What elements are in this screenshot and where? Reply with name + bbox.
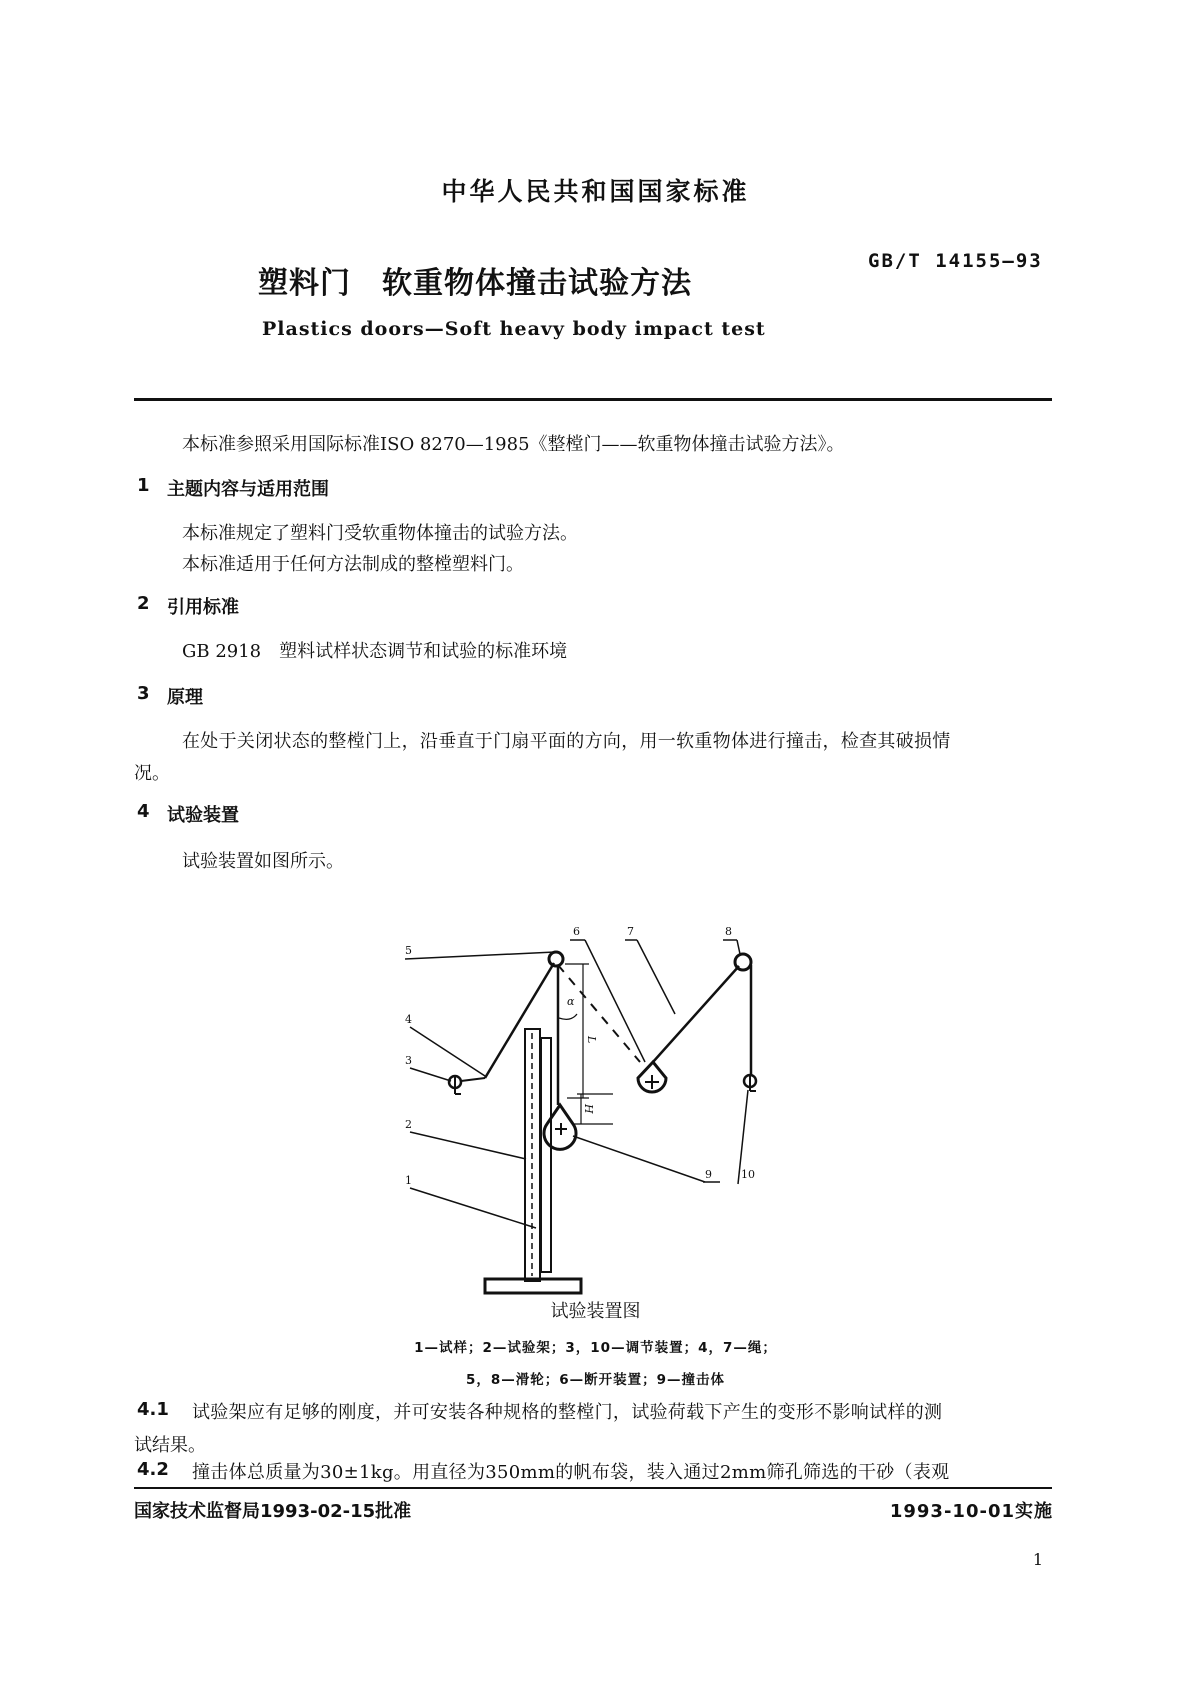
figure-caption: 试验装置图 [550, 1301, 641, 1322]
pulley-right [735, 954, 751, 970]
label-9: 9 [705, 1168, 712, 1181]
standard-country-heading: 中华人民共和国国家标准 [441, 177, 750, 206]
clause-4-2-line-1: 撞击体总质量为30±1kg。用直径为350mm的帆布袋，装入通过2mm筛孔筛选的干砂（表观 [192, 1462, 950, 1483]
section-3-title: 原理 [167, 687, 203, 708]
label-3: 3 [405, 1054, 412, 1067]
header-divider [134, 398, 1052, 401]
alpha-arc [559, 1014, 577, 1019]
label-6: 6 [573, 925, 580, 938]
approval-date: 国家技术监督局1993-02-15批准 [134, 1501, 412, 1522]
label-4: 4 [405, 1013, 412, 1026]
specimen-door [541, 1038, 551, 1272]
section-2-title: 引用标准 [167, 597, 239, 618]
label-8: 8 [725, 925, 732, 938]
label-L: L [585, 1036, 598, 1044]
intro-paragraph: 本标准参照采用国际标准ISO 8270—1985《整樘门——软重物体撞击试验方法》。 [182, 434, 845, 455]
section-1-title: 主题内容与适用范围 [167, 479, 329, 500]
leader-5 [405, 952, 555, 959]
section-3-number: 3 [137, 683, 150, 704]
figure-legend-line-1: 1—试样；2—试验架；3，10—调节装置；4，7—绳； [414, 1340, 777, 1356]
section-2-number: 2 [137, 593, 150, 614]
leader-1 [410, 1188, 536, 1228]
document-title-cn: 塑料门 软重物体撞击试验方法 [258, 266, 692, 301]
clause-4-1-line-1: 试验架应有足够的刚度，并可安装各种规格的整樘门，试验荷载下产生的变形不影响试样的测 [192, 1402, 943, 1423]
label-H: H [582, 1104, 595, 1114]
leader-2 [410, 1132, 526, 1159]
label-alpha: α [567, 995, 575, 1008]
page-number: 1 [1032, 1550, 1043, 1569]
leader-4 [410, 1027, 485, 1076]
effective-date: 1993-10-01实施 [889, 1501, 1053, 1522]
section-3-para-2: 况。 [134, 763, 170, 784]
section-1-para-1: 本标准规定了塑料门受软重物体撞击的试验方法。 [182, 523, 578, 544]
section-4-number: 4 [137, 801, 150, 822]
pulley-left [549, 952, 563, 966]
label-2: 2 [405, 1118, 412, 1131]
section-1-number: 1 [137, 475, 150, 496]
raised-rope-dashed [558, 965, 640, 1062]
rope-left [485, 963, 554, 1078]
label-10: 10 [741, 1168, 755, 1181]
standard-code: GB/T 14155—93 [868, 250, 1043, 272]
section-4-para-1: 试验装置如图所示。 [182, 851, 344, 872]
figure-legend-line-2: 5，8—滑轮；6—断开装置；9—撞击体 [465, 1372, 726, 1388]
label-7: 7 [627, 925, 634, 938]
clause-4-2-number: 4.2 [137, 1459, 169, 1480]
label-5: 5 [405, 944, 412, 957]
label-1: 1 [405, 1174, 412, 1187]
leader-9 [573, 1136, 705, 1182]
leader-3 [410, 1068, 451, 1081]
footer-divider [134, 1487, 1052, 1489]
section-2-para-1: GB 2918 塑料试样状态调节和试验的标准环境 [182, 641, 568, 662]
test-apparatus-diagram [405, 918, 825, 1298]
clause-4-1-line-2: 试结果。 [134, 1435, 206, 1456]
clause-4-1-number: 4.1 [137, 1399, 169, 1420]
section-1-para-2: 本标准适用于任何方法制成的整樘塑料门。 [182, 554, 524, 575]
rope-right [653, 966, 739, 1062]
section-4-title: 试验装置 [167, 805, 239, 826]
section-3-para-1: 在处于关闭状态的整樘门上，沿垂直于门扇平面的方向，用一软重物体进行撞击，检查其破损情 [182, 731, 951, 752]
document-title-en: Plastics doors—Soft heavy body impact test [262, 318, 766, 340]
